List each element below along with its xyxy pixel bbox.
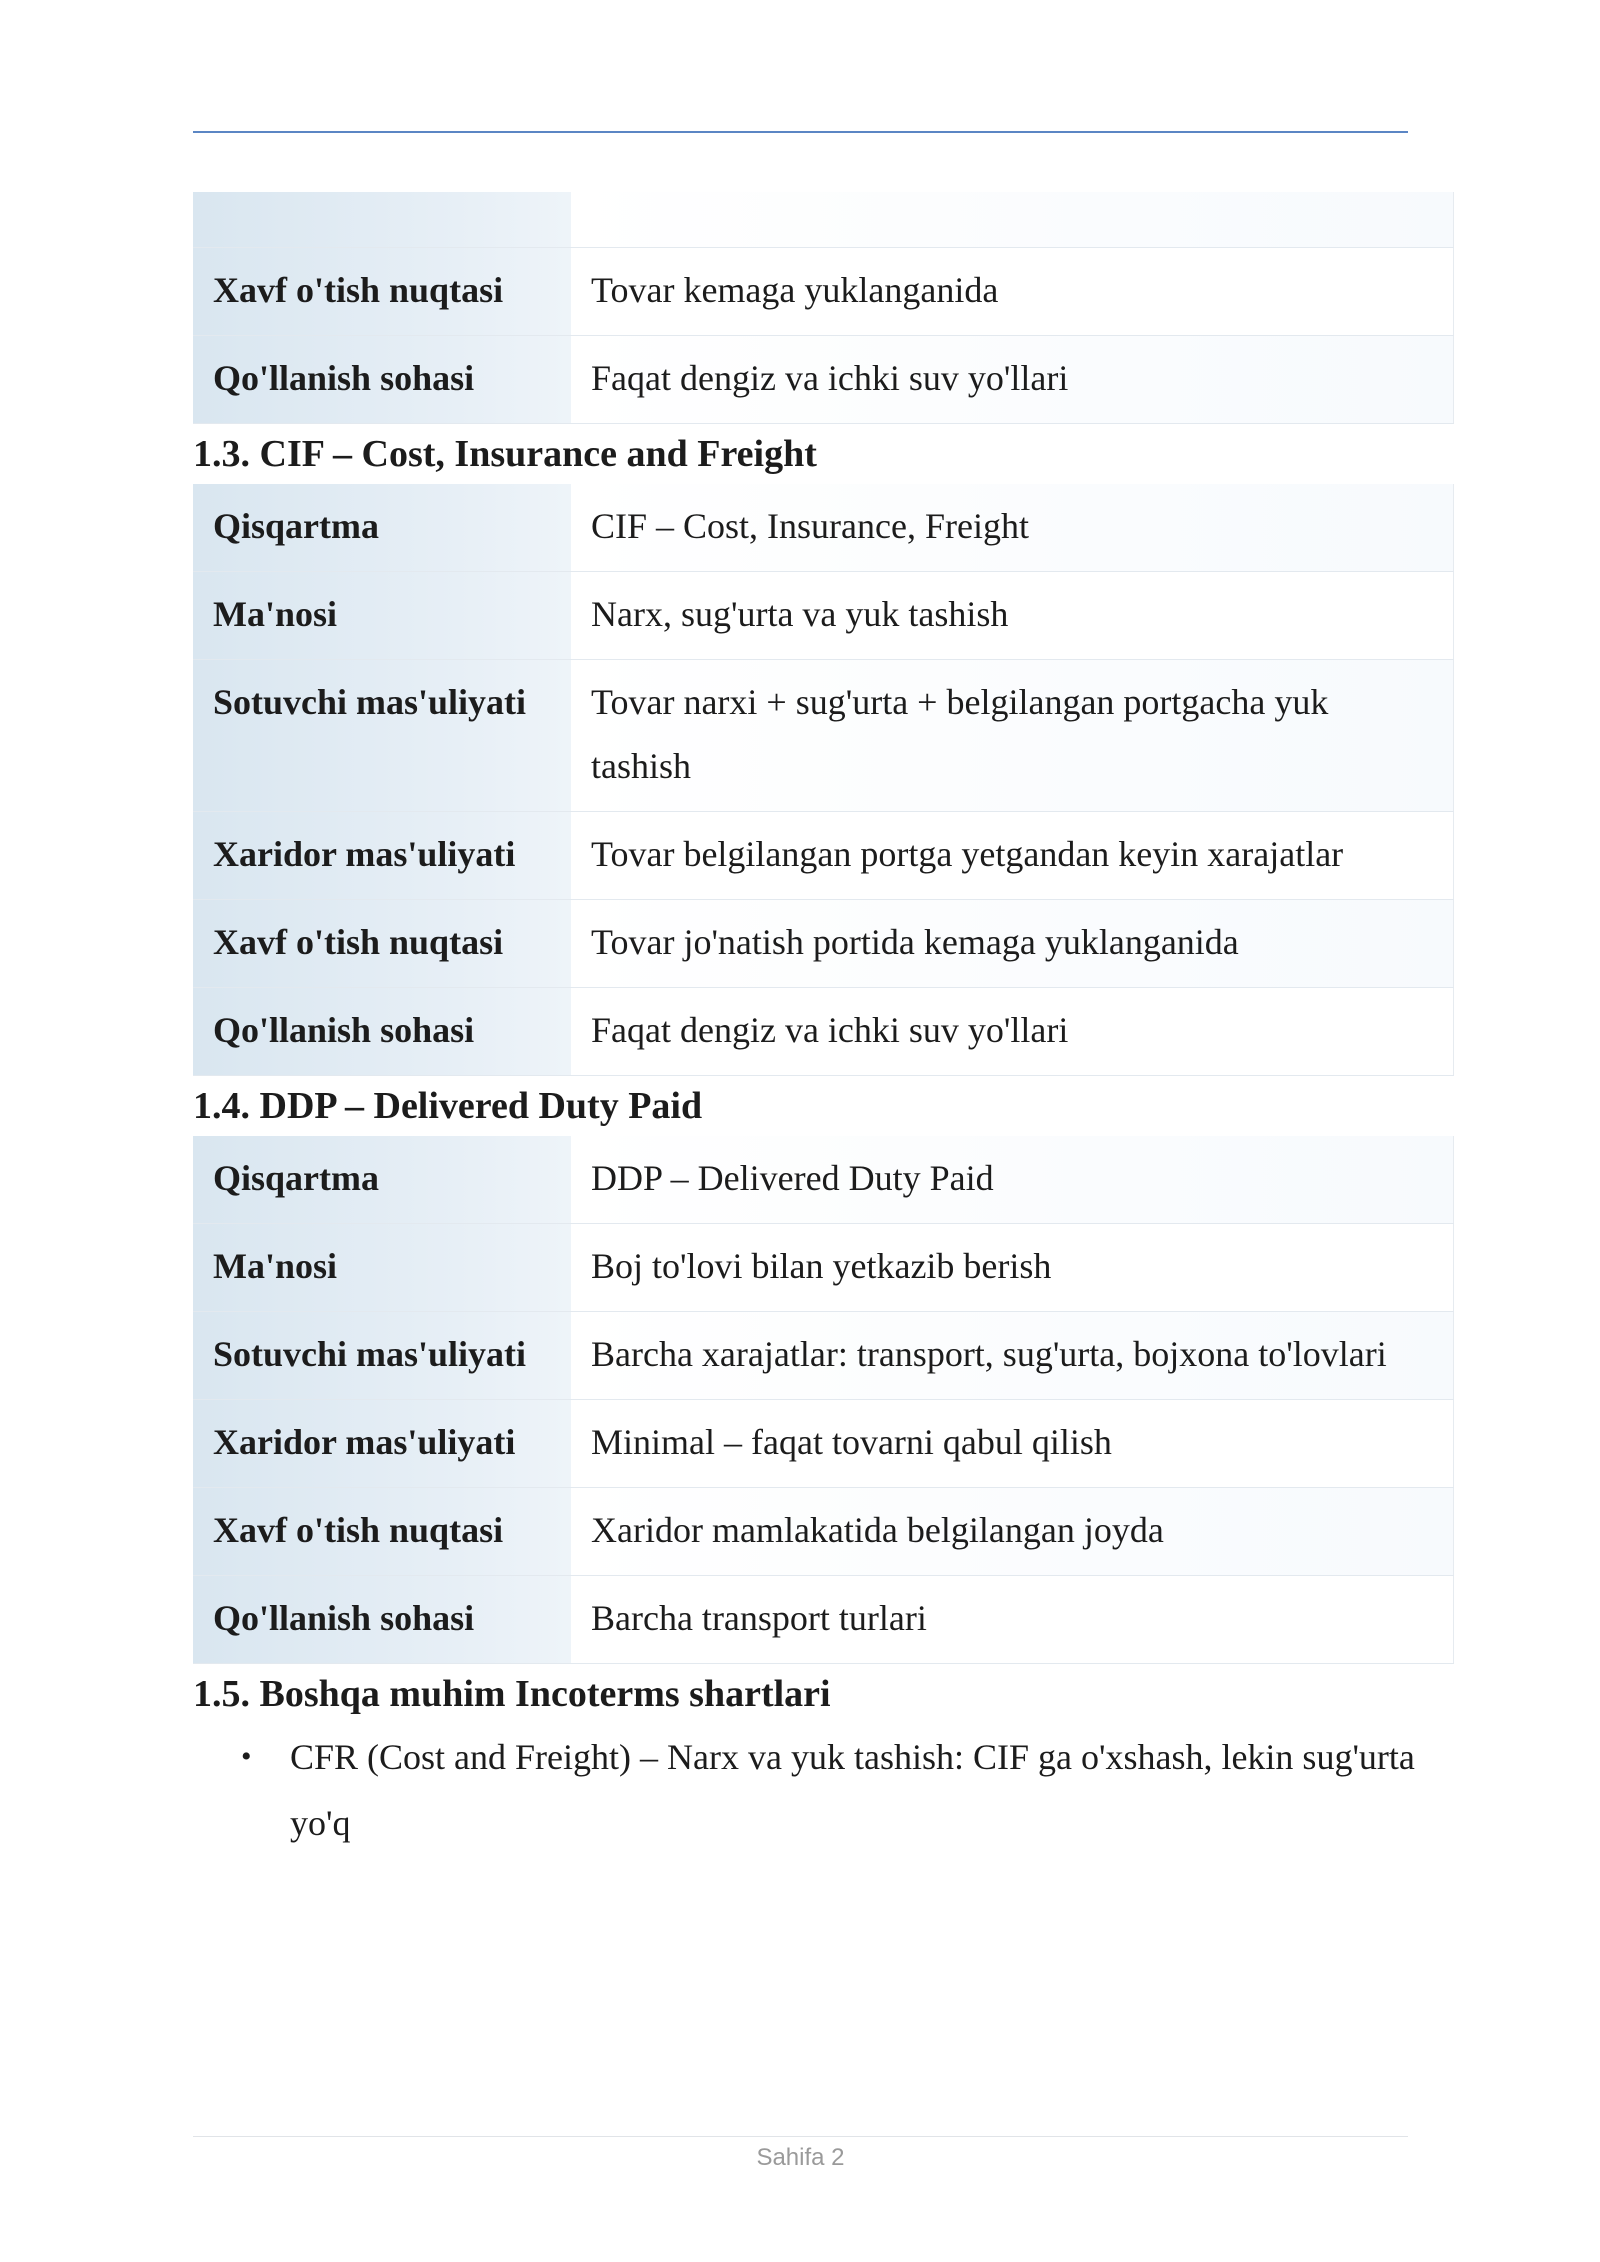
table-row (193, 900, 1453, 988)
table-row (193, 572, 1453, 660)
row-key (193, 192, 571, 248)
table-row (193, 192, 1453, 248)
row-value: Tovar narxi + sug'urta + belgilangan portgacha yuk tashish (571, 660, 1453, 812)
row-value: Tovar kemaga yuklanganida (571, 248, 1453, 336)
table-row (193, 1576, 1453, 1664)
section-heading-other: 1.5. Boshqa muhim Incoterms shartlari (193, 1673, 831, 1715)
page-number: Sahifa 2 (756, 2144, 845, 2171)
table-row (193, 660, 1453, 812)
table-row (193, 248, 1453, 336)
row-value: Barcha transport turlari (571, 1576, 1453, 1664)
header-rule (193, 131, 1408, 133)
table-row (193, 484, 1453, 572)
row-key: Qisqartma (193, 1136, 571, 1224)
row-key: Xaridor mas'uliyati (193, 1400, 571, 1488)
row-value: Narx, sug'urta va yuk tashish (571, 572, 1453, 660)
row-key: Xavf o'tish nuqtasi (193, 900, 571, 988)
row-value: Tovar belgilangan portga yetgandan keyin xarajatlar (571, 812, 1453, 900)
row-key: Qo'llanish sohasi (193, 336, 571, 424)
list-item (193, 1724, 1450, 1856)
row-value: Faqat dengiz va ichki suv yo'llari (571, 988, 1453, 1076)
table-cif (193, 484, 1454, 1076)
bullet-list (193, 1724, 1453, 1856)
table-top-continued (193, 192, 1454, 424)
row-value (571, 192, 1453, 248)
row-value: CIF – Cost, Insurance, Freight (571, 484, 1453, 572)
list-item-text: CFR (Cost and Freight) – Narx va yuk tashish: CIF ga o'xshash, lekin sug'urta yo'q (290, 1737, 1415, 1843)
row-key: Qisqartma (193, 484, 571, 572)
row-key: Xavf o'tish nuqtasi (193, 1488, 571, 1576)
row-value: Boj to'lovi bilan yetkazib berish (571, 1224, 1453, 1312)
table-row (193, 1136, 1453, 1224)
table-row (193, 1488, 1453, 1576)
row-key: Sotuvchi mas'uliyati (193, 660, 571, 812)
row-key: Xaridor mas'uliyati (193, 812, 571, 900)
table-row (193, 1312, 1453, 1400)
section-heading-cif: 1.3. CIF – Cost, Insurance and Freight (193, 433, 817, 475)
table-row (193, 812, 1453, 900)
row-value: Barcha xarajatlar: transport, sug'urta, bojxona to'lovlari (571, 1312, 1453, 1400)
row-key: Ma'nosi (193, 1224, 571, 1312)
row-value: Tovar jo'natish portida kemaga yuklanganida (571, 900, 1453, 988)
row-key: Qo'llanish sohasi (193, 988, 571, 1076)
table-row (193, 1400, 1453, 1488)
bullet-icon: • (241, 1740, 252, 1773)
row-key: Xavf o'tish nuqtasi (193, 248, 571, 336)
table-row (193, 336, 1453, 424)
row-value: Faqat dengiz va ichki suv yo'llari (571, 336, 1453, 424)
row-value: Minimal – faqat tovarni qabul qilish (571, 1400, 1453, 1488)
table-row (193, 988, 1453, 1076)
table-row (193, 1224, 1453, 1312)
row-key: Sotuvchi mas'uliyati (193, 1312, 571, 1400)
row-value: DDP – Delivered Duty Paid (571, 1136, 1453, 1224)
row-key: Ma'nosi (193, 572, 571, 660)
section-heading-ddp: 1.4. DDP – Delivered Duty Paid (193, 1085, 703, 1127)
footer-rule (193, 2136, 1408, 2137)
table-ddp (193, 1136, 1454, 1664)
row-value: Xaridor mamlakatida belgilangan joyda (571, 1488, 1453, 1576)
page-content (193, 192, 1453, 1856)
row-key: Qo'llanish sohasi (193, 1576, 571, 1664)
